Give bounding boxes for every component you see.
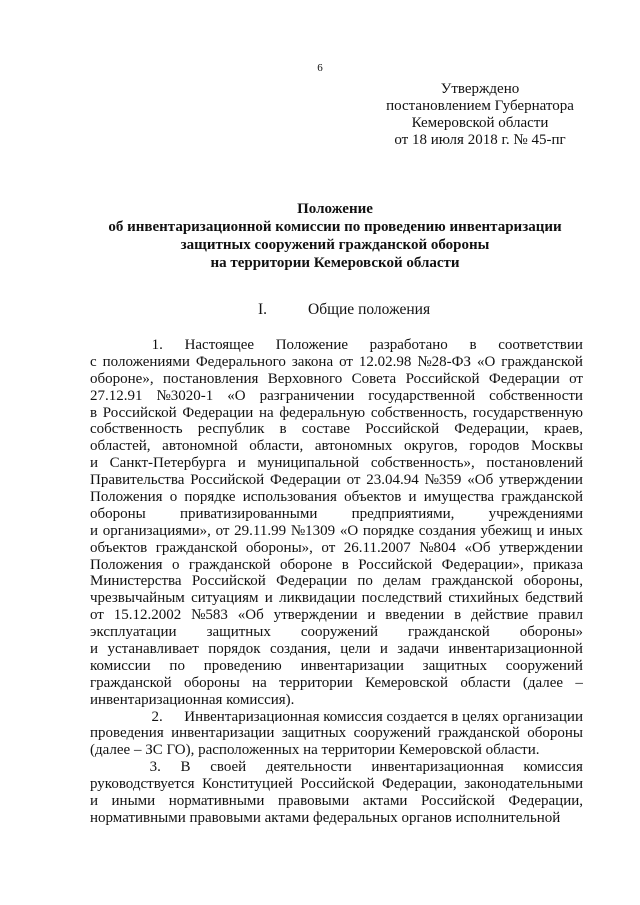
paragraph-word: Верховного (267, 370, 343, 387)
paragraph-word: федеральную (279, 404, 366, 421)
paragraph-word: учреждениями (488, 505, 583, 522)
paragraph-word: и (237, 455, 246, 472)
paragraph-word: «Об (467, 472, 494, 489)
title-line: об инвентаризационной комиссии по проведению инвентаризации (108, 219, 562, 235)
paragraph-word: «О (339, 522, 359, 539)
paragraph-word: Положения (90, 489, 163, 506)
paragraph-word: обороны (527, 725, 583, 742)
paragraph-word: автономной (162, 438, 238, 455)
paragraph-line (90, 455, 583, 472)
paragraph-word: правовыми (277, 793, 350, 810)
paragraph-word: постановлений (486, 455, 583, 472)
paragraph-word: устанавливает (107, 641, 199, 658)
paragraph-text: нормативными правовыми актами федеральных органов исполнительной (90, 809, 561, 826)
paragraph (90, 759, 583, 827)
paragraph-word: иными (111, 793, 156, 810)
paragraph-word: Инвентаризационная комиссия создается в целях организации (184, 708, 583, 725)
paragraph-word: действие (471, 607, 529, 624)
paragraph-word: утверждении (273, 607, 358, 624)
paragraph-word: инвентаризации (300, 657, 404, 674)
paragraph-text: (далее – ЗС ГО), расположенных на территории Кемеровской области. (90, 742, 540, 759)
paragraph-word: инвентаризации (171, 725, 275, 742)
paragraph-word: от (346, 472, 361, 489)
paragraph-word: области (460, 674, 511, 691)
page-number: 6 (317, 62, 323, 74)
paragraph-word: объектов (90, 539, 148, 556)
paragraph-word: инвентаризационной (448, 641, 583, 658)
paragraph-word: 27.12.91 (90, 387, 143, 404)
paragraph-word: гражданской (431, 573, 514, 590)
paragraph-word: Федерации (488, 370, 560, 387)
paragraph-word: использования (242, 489, 337, 506)
paragraph-word: «Об (464, 539, 491, 556)
paragraph-word: области, (249, 438, 304, 455)
approval-line: постановлением Губернатора (386, 98, 574, 114)
paragraph-word: правил (538, 607, 583, 624)
paragraph-word: обороне (280, 556, 333, 573)
paragraph-line (90, 658, 583, 675)
paragraph-word: №804 (419, 539, 457, 556)
title-line: защитных сооружений гражданской обороны (180, 237, 490, 253)
paragraph-word: Федерации (269, 472, 341, 489)
paragraph-line (90, 472, 583, 489)
paragraph-word: №583 (191, 607, 228, 624)
paragraph-word: территории (279, 674, 353, 691)
paragraph-word: обороны (184, 674, 240, 691)
paragraph-word: убежищ (480, 522, 532, 539)
paragraph-word: закона (291, 353, 334, 370)
paragraph-word: своей (210, 759, 247, 776)
paragraph-word: ликвидации (279, 590, 356, 607)
paragraph-line (90, 523, 583, 540)
paragraph-word: ситуациям (191, 590, 259, 607)
paragraph-word: Федерации, (381, 776, 457, 793)
paragraph-word: объектов (344, 489, 402, 506)
paragraph-word: проведения (90, 725, 164, 742)
paragraph-line (90, 590, 583, 607)
paragraph-word: по (357, 573, 373, 590)
paragraph-line (90, 793, 583, 810)
paragraph-word: разграничении (259, 387, 355, 404)
paragraph-word: государственную (472, 404, 583, 421)
paragraph-word: Федерации (182, 404, 254, 421)
paragraph-word: порядке (184, 489, 236, 506)
section-number: I. (258, 301, 268, 318)
paragraph-word: государственной (368, 387, 476, 404)
paragraph-line (90, 337, 583, 354)
paragraph-word: собственность», (370, 455, 475, 472)
paragraph-word: 29.11.99 (234, 522, 287, 539)
paragraph-word: составе (301, 421, 351, 438)
paragraph-word: организациями», (102, 522, 211, 539)
paragraph-word: комиссии (90, 657, 151, 674)
paragraph-word: Совета (351, 370, 397, 387)
paragraph-word: от (321, 539, 336, 556)
paragraph-line (90, 421, 583, 438)
paragraph-line (90, 810, 583, 827)
paragraph-word: от (90, 607, 104, 624)
paragraph-word: гражданской (438, 725, 520, 742)
paragraph-word: и (90, 522, 99, 539)
paragraph-line (90, 675, 583, 692)
paragraph-line (90, 506, 583, 523)
paragraph-line (90, 641, 583, 658)
paragraph (90, 709, 583, 760)
paragraph-word: эксплуатации (90, 624, 177, 641)
paragraph-word: областей, (90, 438, 151, 455)
paragraph (90, 337, 583, 709)
paragraph-word: – (575, 674, 583, 691)
document-body (90, 337, 583, 827)
paragraph-word: по (169, 657, 185, 674)
paragraph-word: на (252, 674, 267, 691)
paragraph-word: Министерства (90, 573, 182, 590)
paragraph-word: 3. (149, 759, 161, 776)
paragraph-word: №3020-1 (156, 387, 214, 404)
paragraph-word: и (408, 489, 417, 506)
paragraph-word: обороне», (90, 370, 154, 387)
paragraph-word: Федерации (276, 573, 347, 590)
paragraph-word: защитных (422, 657, 487, 674)
paragraph-word: собственность, (370, 404, 468, 421)
paragraph-word: №28-ФЗ (417, 353, 471, 370)
paragraph-word: о (169, 489, 178, 506)
paragraph-word: и (90, 793, 99, 810)
paragraph-word: обороны, (523, 573, 583, 590)
paragraph-word: деятельности (265, 759, 352, 776)
paragraph-word: гражданской (408, 624, 490, 641)
section-heading (258, 301, 430, 319)
approval-block (350, 81, 610, 149)
title-line: Положение (297, 201, 373, 217)
paragraph-indent (90, 709, 130, 726)
paragraph-word: гражданской (501, 489, 583, 506)
paragraph-word: бедствий (525, 590, 583, 607)
paragraph-word: комиссия (523, 759, 583, 776)
paragraph-word: задачи (397, 641, 440, 658)
paragraph-word: В (180, 759, 191, 776)
paragraph-word: создания (418, 522, 476, 539)
paragraph-word: Российской (190, 472, 265, 489)
paragraph-word: гражданской (188, 556, 271, 573)
paragraph-word: и (379, 641, 388, 658)
paragraph-word: от (569, 370, 583, 387)
paragraph-word: приказа (533, 556, 583, 573)
paragraph-word: Москвы (530, 438, 583, 455)
approval-line: Кемеровской области (411, 115, 549, 131)
paragraph-word: Российской (102, 404, 177, 421)
paragraph-word: утверждении (499, 472, 583, 489)
paragraph-word: проведению (203, 657, 282, 674)
paragraph-word: Федерации, (454, 421, 529, 438)
paragraph-word: инвентаризационная (371, 759, 504, 776)
paragraph-line (90, 725, 583, 742)
paragraph-word: Санкт-Петербурга (109, 455, 227, 472)
paragraph-word: и (90, 455, 99, 472)
paragraph-word: в (341, 556, 349, 573)
paragraph-line (90, 405, 583, 422)
document-title (60, 200, 610, 272)
paragraph-word: в (469, 337, 477, 353)
paragraph-word: в (279, 421, 287, 438)
paragraph-word: 12.02.98 (358, 353, 412, 370)
paragraph-word: Федерального (195, 353, 286, 370)
paragraph-word: приватизированными (179, 505, 318, 522)
paragraph-word: 26.11.2007 (343, 539, 411, 556)
paragraph-word: порядок (208, 641, 261, 658)
paragraph-line (90, 759, 583, 776)
paragraph-word: Российской (405, 370, 480, 387)
paragraph-word: городов (469, 438, 520, 455)
paragraph-word: руководствуется (90, 776, 195, 793)
paragraph-word: разработано (369, 337, 448, 353)
paragraph-word: обороны (90, 505, 146, 522)
paragraph-word: сооружений (505, 657, 583, 674)
paragraph-line (90, 607, 583, 624)
paragraph-word: республик (197, 421, 265, 438)
paragraph-word: гражданской (501, 353, 583, 370)
paragraph-word: собственности (489, 387, 583, 404)
approval-line: Утверждено (440, 81, 520, 97)
paragraph-word: Российской (191, 573, 266, 590)
paragraph-word: 23.04.94 (366, 472, 419, 489)
paragraph-word: имущества (423, 489, 495, 506)
paragraph-word: 1. (151, 337, 163, 353)
paragraph-word: делам (383, 573, 422, 590)
paragraph-line (90, 438, 583, 455)
paragraph-word: соответствии (498, 337, 583, 353)
paragraph-word: и (264, 590, 273, 607)
paragraph-word: Федерации», (441, 556, 524, 573)
paragraph-word: и (536, 522, 545, 539)
paragraph-word: Кемеровской (365, 674, 449, 691)
paragraph-word: сооружений (353, 725, 431, 742)
paragraph-word: Положения (90, 556, 163, 573)
paragraph-word: «О (476, 353, 496, 370)
paragraph-line (90, 354, 583, 371)
paragraph-word: от (215, 522, 230, 539)
paragraph-word: Конституцией (202, 776, 293, 793)
paragraph-word: «Об (237, 607, 264, 624)
title-line: на территории Кемеровской области (210, 255, 460, 271)
paragraph-word: обороны», (245, 539, 313, 556)
paragraph-word: Российской (358, 556, 433, 573)
paragraph-word: порядке (362, 522, 415, 539)
paragraph-word: Правительства (90, 472, 185, 489)
paragraph-word: на (258, 404, 274, 421)
paragraph-word: законодательными (464, 776, 583, 793)
paragraph-word: нормативными (168, 793, 265, 810)
paragraph-word: сооружений (300, 624, 379, 641)
paragraph-word: №1309 (290, 522, 336, 539)
paragraph-line (90, 540, 583, 557)
paragraph-word: краев, (544, 421, 583, 438)
paragraph-word: (далее (522, 674, 564, 691)
paragraph-word: Положение (275, 337, 349, 353)
paragraph-word: в (454, 607, 462, 624)
paragraph-word: гражданской (90, 674, 172, 691)
paragraph-word: и (367, 607, 376, 624)
paragraph-word: с (90, 353, 97, 370)
paragraph-word: 15.12.2002 (113, 607, 182, 624)
paragraph-word: стихийных (448, 590, 519, 607)
paragraph-line (90, 742, 583, 759)
paragraph-line (90, 624, 583, 641)
paragraph-line (90, 489, 583, 506)
paragraph-word: чрезвычайным (90, 590, 185, 607)
paragraph-indent (90, 337, 130, 354)
paragraph-word: постановления (162, 370, 259, 387)
paragraph-word: 2. (151, 708, 163, 725)
paragraph-word: гражданской (155, 539, 238, 556)
paragraph-word: «О (227, 387, 246, 404)
paragraph-line (90, 557, 583, 574)
paragraph-line (90, 709, 583, 726)
paragraph-line (90, 573, 583, 590)
paragraph-word: защитных (281, 725, 347, 742)
section-title: Общие положения (308, 301, 431, 318)
paragraph-word: собственность (90, 421, 183, 438)
paragraph-word: актами (362, 793, 408, 810)
paragraph-word: и (90, 641, 99, 658)
paragraph-word: иных (549, 522, 583, 539)
paragraph-word: округов, (404, 438, 458, 455)
paragraph-line (90, 388, 583, 405)
paragraph-word: Федерации, (508, 793, 583, 810)
paragraph-word: Российской (365, 421, 440, 438)
paragraph-word: Настоящее (184, 337, 255, 353)
paragraph-word: автономных (314, 438, 393, 455)
paragraph-word: защитных (206, 624, 271, 641)
paragraph-word: Российской (420, 793, 495, 810)
paragraph-word: от (339, 353, 353, 370)
paragraph-word: муниципальной (257, 455, 360, 472)
paragraph-text: инвентаризационная комиссия). (90, 691, 295, 708)
paragraph-line (90, 776, 583, 793)
paragraph-word: Российской (300, 776, 375, 793)
paragraph-word: №359 (424, 472, 462, 489)
paragraph-word: в (90, 404, 98, 421)
paragraph-indent (90, 759, 130, 776)
paragraph-word: утверждении (499, 539, 583, 556)
paragraph-line (90, 371, 583, 388)
paragraph-word: предприятиями, (351, 505, 455, 522)
paragraph-word: создания, (270, 641, 331, 658)
paragraph-line (90, 692, 583, 709)
paragraph-word: о (171, 556, 180, 573)
approval-line: от 18 июля 2018 г. № 45-пг (394, 132, 566, 148)
paragraph-word: положениями (102, 353, 190, 370)
paragraph-word: последствий (361, 590, 443, 607)
paragraph-word: цели (340, 641, 371, 658)
paragraph-word: обороны» (519, 624, 583, 641)
paragraph-word: введении (385, 607, 445, 624)
